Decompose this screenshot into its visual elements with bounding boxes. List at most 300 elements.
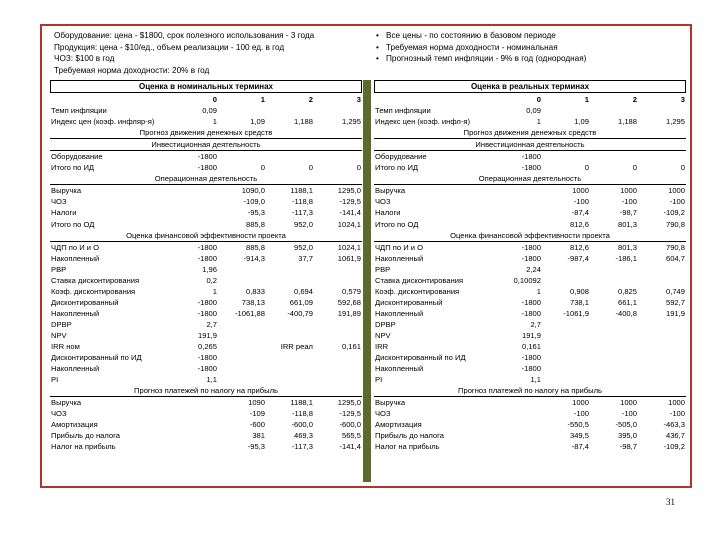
cell-value [542, 341, 590, 352]
cell-value: 952,0 [293, 242, 313, 252]
cell-value [590, 374, 638, 385]
section-title: Прогноз движения денежных средств [50, 127, 362, 139]
assumptions-list [54, 30, 314, 76]
cell-value: -100 [621, 409, 637, 419]
cell-value [638, 352, 686, 363]
cell-value: -987,4 [567, 253, 589, 263]
cell-value: 801,3 [617, 242, 637, 252]
table-row [50, 264, 362, 275]
table-row [374, 297, 686, 308]
cell-value [218, 374, 266, 385]
cell-value: 0,265 [197, 342, 217, 352]
row-label: DPBP [375, 319, 396, 329]
row-label: ЧОЗ [51, 197, 67, 207]
row-label: Дисконтированный по ИД [51, 353, 142, 363]
cell-value: 2 [308, 95, 313, 104]
cell-value: -600 [249, 420, 265, 430]
cell-value [314, 275, 362, 286]
table-row [50, 319, 362, 330]
cell-value [542, 352, 590, 363]
cell-value: 565,5 [341, 431, 361, 441]
cell-value: 2,24 [526, 264, 541, 274]
row-label: Налоги [51, 208, 77, 218]
cell-value: -1800 [521, 353, 541, 363]
cell-value: -550,5 [567, 420, 589, 430]
table-row [374, 430, 686, 441]
cell-value [542, 374, 590, 385]
section-header-row [50, 385, 362, 397]
cell-value: 1,96 [202, 264, 217, 274]
cell-value: -186,1 [615, 253, 637, 263]
cell-value: 0 [584, 163, 589, 173]
cell-value: -98,7 [619, 442, 637, 452]
table-row [50, 374, 362, 385]
cell-value: 0,694 [293, 286, 313, 296]
cell-value: 790,8 [665, 242, 685, 252]
cell-value [218, 341, 266, 352]
cell-value [638, 374, 686, 385]
cell-value [218, 151, 266, 163]
section-title: Инвестиционная деятельность [374, 139, 686, 151]
cell-value: -87,4 [571, 208, 589, 218]
cell-value [218, 105, 266, 116]
table-row [50, 253, 362, 264]
cell-value: 191,9 [665, 308, 685, 318]
cell-value [266, 363, 314, 374]
cell-value: 885,8 [245, 219, 265, 229]
cell-value: 1,09 [250, 117, 265, 127]
cell-value: 0 [632, 163, 637, 173]
row-label: ЧДП по И и О [51, 242, 100, 252]
cell-value: -95,3 [247, 442, 265, 452]
cell-value: -100 [573, 197, 589, 207]
cell-value: -1800 [521, 253, 541, 263]
section-title: Прогноз движения денежных средств [374, 127, 686, 139]
cell-value: -463,3 [663, 420, 685, 430]
cell-value: 1 [536, 286, 541, 296]
cell-value: 0 [536, 95, 541, 104]
cell-value: -1800 [197, 253, 217, 263]
cell-value: 812,6 [569, 219, 589, 229]
cell-value [170, 207, 218, 218]
cell-value: 1,295 [341, 117, 361, 127]
cell-value [218, 330, 266, 341]
cell-value: -109,2 [663, 208, 685, 218]
cell-value [494, 219, 542, 230]
cell-value: 0,2 [206, 275, 217, 285]
cell-value [638, 264, 686, 275]
cell-value: 1061,9 [337, 253, 361, 263]
row-label: Накопленный [375, 308, 424, 318]
cell-value [590, 264, 638, 275]
table-row [374, 116, 686, 127]
table-row [50, 185, 362, 197]
table-row [374, 319, 686, 330]
cell-value: -1800 [197, 242, 217, 252]
cell-value: -117,3 [292, 208, 313, 218]
cell-value [170, 408, 218, 419]
row-label: Оборудование [51, 152, 103, 162]
cell-value: 1,188 [293, 117, 313, 127]
section-title: Прогноз платежей по налогу на прибыль [50, 385, 362, 397]
cell-value: -87,4 [571, 442, 589, 452]
cell-value [638, 330, 686, 341]
table-row [374, 275, 686, 286]
cell-value [314, 352, 362, 363]
slide-frame [40, 24, 692, 488]
table-row [374, 219, 686, 230]
cell-value: 0,09 [526, 106, 541, 116]
cell-value: -1800 [521, 308, 541, 318]
cell-value [266, 352, 314, 363]
page-number: 31 [666, 497, 675, 507]
row-label: Темп инфляции [51, 106, 107, 116]
cell-value [590, 341, 638, 352]
cell-value: 661,1 [617, 297, 637, 307]
table-row [50, 275, 362, 286]
cell-value: 436,7 [665, 431, 685, 441]
cell-value [314, 363, 362, 374]
table-row [50, 151, 362, 163]
row-label: ЧДП по И и О [375, 242, 424, 252]
cell-value [590, 275, 638, 286]
cell-value [494, 185, 542, 197]
cell-value: 0 [356, 163, 361, 173]
cell-value: 1188,1 [290, 186, 313, 196]
cell-value [590, 352, 638, 363]
cell-value [218, 319, 266, 330]
row-label: Итого по ИД [375, 163, 419, 173]
cell-value [314, 151, 362, 163]
cell-value [266, 275, 314, 286]
table-row [374, 196, 686, 207]
cell-value: 604,7 [665, 253, 685, 263]
cell-value: 0,161 [521, 342, 541, 352]
row-label: Накопленный [51, 364, 100, 374]
table-row [50, 219, 362, 230]
row-label: Накопленный [375, 253, 424, 263]
row-label: Выручка [51, 398, 82, 408]
cell-value: 0,09 [202, 106, 217, 116]
row-label: ЧОЗ [375, 197, 391, 207]
row-label: Коэф. дисконтирования [375, 286, 460, 296]
panel-divider [363, 80, 371, 482]
table-row [374, 441, 686, 452]
condition-nominal-return: • Требуемая норма доходности - номинальная [376, 42, 586, 54]
assumption-equipment: Оборудование: цена - $1800, срок полезного использования - 3 года [54, 31, 315, 40]
section-header-row [374, 139, 686, 151]
table-row [50, 441, 362, 452]
table-row [374, 330, 686, 341]
cell-value [638, 363, 686, 374]
cell-value: 1 [536, 117, 541, 127]
row-label: Ставка дисконтирования [51, 275, 140, 285]
cell-value [266, 105, 314, 116]
cell-value [314, 319, 362, 330]
cell-value: 0,579 [341, 286, 361, 296]
cell-value: -109,0 [243, 197, 265, 207]
cell-value: -400,79 [287, 308, 313, 318]
cell-value: 3 [356, 95, 361, 104]
section-header-row [374, 385, 686, 397]
cell-value [266, 374, 314, 385]
cell-value [170, 430, 218, 441]
table-row [374, 286, 686, 297]
cell-value [542, 275, 590, 286]
cell-value: 1090,0 [241, 186, 265, 196]
cell-value: -1800 [521, 364, 541, 374]
cell-value [218, 363, 266, 374]
cell-value: -117,3 [292, 442, 313, 452]
row-label: Накопленный [51, 308, 100, 318]
section-title: Оценка финансовой эффективности проекта [50, 230, 362, 242]
row-label: ЧОЗ [51, 409, 67, 419]
cell-value: -600,0 [339, 420, 361, 430]
real-panel-title: Оценка в реальных терминах [374, 80, 686, 93]
cell-value [542, 330, 590, 341]
cell-value: 1295,0 [337, 398, 361, 408]
cell-value: 801,3 [617, 219, 637, 229]
assumption-opex: ЧОЗ: $100 в год [54, 54, 115, 64]
cell-value: 885,8 [245, 242, 265, 252]
cell-value: -141,4 [339, 208, 361, 218]
cell-value [638, 275, 686, 286]
nominal-panel [50, 80, 362, 482]
row-label: Прибыль до налога [51, 431, 120, 441]
cell-value: 0,161 [341, 342, 361, 352]
cell-value [494, 441, 542, 452]
column-header-row [50, 94, 362, 105]
cell-value: 1,09 [574, 117, 589, 127]
section-title: Инвестиционная деятельность [50, 139, 362, 151]
cell-value: 1 [212, 117, 217, 127]
cell-value: -1800 [197, 308, 217, 318]
cell-value [218, 275, 266, 286]
cell-value: -1800 [521, 152, 541, 162]
table-row [50, 308, 362, 319]
cell-value [266, 264, 314, 275]
section-header-row [50, 173, 362, 185]
section-header-row [374, 127, 686, 139]
cell-value: 469,3 [293, 431, 313, 441]
cell-value: 790,8 [665, 219, 685, 229]
row-label: Прибыль до налога [375, 431, 444, 441]
table-row [374, 241, 686, 253]
cell-value [170, 397, 218, 409]
cell-value: -1800 [197, 152, 217, 162]
section-header-row [50, 139, 362, 151]
table-row [50, 207, 362, 218]
table-row [50, 363, 362, 374]
table-row [50, 397, 362, 409]
cell-value [542, 105, 590, 116]
cell-value [590, 105, 638, 116]
table-row [374, 363, 686, 374]
cell-value: -1061,88 [235, 308, 265, 318]
row-label: Выручка [51, 186, 82, 196]
cell-value: -400,8 [615, 308, 637, 318]
cell-value: 191,9 [197, 330, 217, 340]
cell-value [590, 319, 638, 330]
cell-value: 0,825 [617, 286, 637, 296]
row-label: Коэф. дисконтирования [51, 286, 136, 296]
table-row [50, 341, 362, 352]
row-label: Налоги [375, 208, 401, 218]
table-row [50, 196, 362, 207]
cell-value: IRR реал [280, 342, 313, 352]
cell-value [638, 341, 686, 352]
cell-value: -129,5 [339, 197, 361, 207]
cell-value: 2 [632, 95, 637, 104]
cell-value [218, 264, 266, 275]
cell-value: 1000 [668, 186, 685, 196]
table-row [374, 105, 686, 116]
cell-value: -129,5 [339, 409, 361, 419]
cell-value: -109 [249, 409, 265, 419]
table-row [374, 264, 686, 275]
section-header-row [50, 127, 362, 139]
cell-value: -100 [621, 197, 637, 207]
row-label: NPV [51, 330, 67, 340]
cell-value: 1,188 [617, 117, 637, 127]
table-row [50, 286, 362, 297]
table-row [50, 330, 362, 341]
cell-value [590, 363, 638, 374]
cell-value: 0,749 [665, 286, 685, 296]
table-row [374, 308, 686, 319]
cell-value: 0 [308, 163, 313, 173]
section-title: Операционная деятельность [374, 173, 686, 185]
cell-value [494, 196, 542, 207]
assumption-product: Продукция: цена - $10/ед., объем реализации - 100 ед. в год [54, 42, 285, 52]
cell-value [590, 330, 638, 341]
real-table [374, 94, 686, 453]
row-label: PI [51, 375, 59, 385]
cell-value: 0 [680, 163, 685, 173]
cell-value [170, 185, 218, 197]
row-label: IRR [375, 342, 389, 352]
cell-value: 1 [260, 95, 265, 104]
row-label [50, 94, 170, 105]
cell-value [170, 196, 218, 207]
section-title: Операционная деятельность [50, 173, 362, 185]
row-label: Амортизация [51, 420, 98, 430]
cell-value: -1800 [197, 364, 217, 374]
cell-value: 661,09 [289, 297, 313, 307]
row-label: Выручка [375, 398, 406, 408]
table-row [374, 151, 686, 163]
row-label: Накопленный [375, 364, 424, 374]
cell-value: 191,9 [521, 330, 541, 340]
cell-value: 952,0 [293, 219, 313, 229]
cell-value: -1800 [521, 297, 541, 307]
nominal-table [50, 94, 362, 453]
cell-value [494, 397, 542, 409]
cell-value: -1800 [197, 297, 217, 307]
cell-value: 0 [260, 163, 265, 173]
condition-inflation: • Прогнозный темп инфляции - 9% в год (однородная) [376, 53, 586, 65]
cell-value: 1,1 [530, 375, 541, 385]
row-label: Амортизация [375, 420, 422, 430]
table-row [50, 352, 362, 363]
row-label: Ставка дисконтирования [375, 275, 464, 285]
table-row [374, 352, 686, 363]
cell-value [638, 105, 686, 116]
cell-value: -98,7 [619, 208, 637, 218]
row-label: Оборудование [375, 152, 427, 162]
row-label: PBP [51, 264, 67, 274]
cell-value [542, 363, 590, 374]
cell-value [314, 374, 362, 385]
cell-value [542, 264, 590, 275]
cell-value: 37,7 [298, 253, 313, 263]
table-row [50, 408, 362, 419]
table-row [374, 341, 686, 352]
row-label [374, 94, 494, 105]
cell-value [170, 219, 218, 230]
cell-value [494, 207, 542, 218]
row-label: Накопленный [51, 253, 100, 263]
cell-value [314, 330, 362, 341]
cell-value: 191,89 [337, 308, 361, 318]
cell-value: 1 [212, 286, 217, 296]
row-label: Дисконтированный по ИД [375, 353, 466, 363]
cell-value [170, 441, 218, 452]
table-row [50, 116, 362, 127]
condition-prices: • Все цены - по состоянию в базовом периоде [376, 30, 586, 42]
row-label: IRR ном [51, 342, 80, 352]
section-header-row [50, 230, 362, 242]
row-label: Итого по ИД [51, 163, 95, 173]
table-row [50, 430, 362, 441]
row-label: Темп инфляции [375, 106, 431, 116]
cell-value: 3 [680, 95, 685, 104]
cell-value [314, 105, 362, 116]
cell-value: 1 [584, 95, 589, 104]
row-label: ЧОЗ [375, 409, 391, 419]
cell-value: -914,3 [243, 253, 265, 263]
cell-value: -118,8 [292, 409, 313, 419]
cell-value [494, 430, 542, 441]
row-label: PBP [375, 264, 391, 274]
cell-value: 592,7 [665, 297, 685, 307]
cell-value [542, 151, 590, 163]
section-title: Прогноз платежей по налогу на прибыль [374, 385, 686, 397]
table-row [374, 185, 686, 197]
cell-value: 1188,1 [290, 398, 313, 408]
cell-value [314, 264, 362, 275]
cell-value: 0,908 [569, 286, 589, 296]
cell-value [494, 419, 542, 430]
real-panel [374, 80, 686, 482]
cell-value: -95,3 [247, 208, 265, 218]
cell-value: -100 [573, 409, 589, 419]
row-label: Налог на прибыль [375, 442, 440, 452]
table-row [374, 408, 686, 419]
cell-value: 0,10092 [513, 275, 541, 285]
table-row [50, 419, 362, 430]
cell-value [542, 319, 590, 330]
cell-value: -1800 [521, 242, 541, 252]
row-label: NPV [375, 330, 391, 340]
cell-value: 1,295 [665, 117, 685, 127]
row-label: Индекс цен (коэф. инфляр-я) [51, 117, 155, 127]
cell-value: -505,0 [615, 420, 637, 430]
cell-value [218, 352, 266, 363]
cell-value: 738,1 [569, 297, 589, 307]
table-row [50, 241, 362, 253]
cell-value: -1061,9 [563, 308, 589, 318]
